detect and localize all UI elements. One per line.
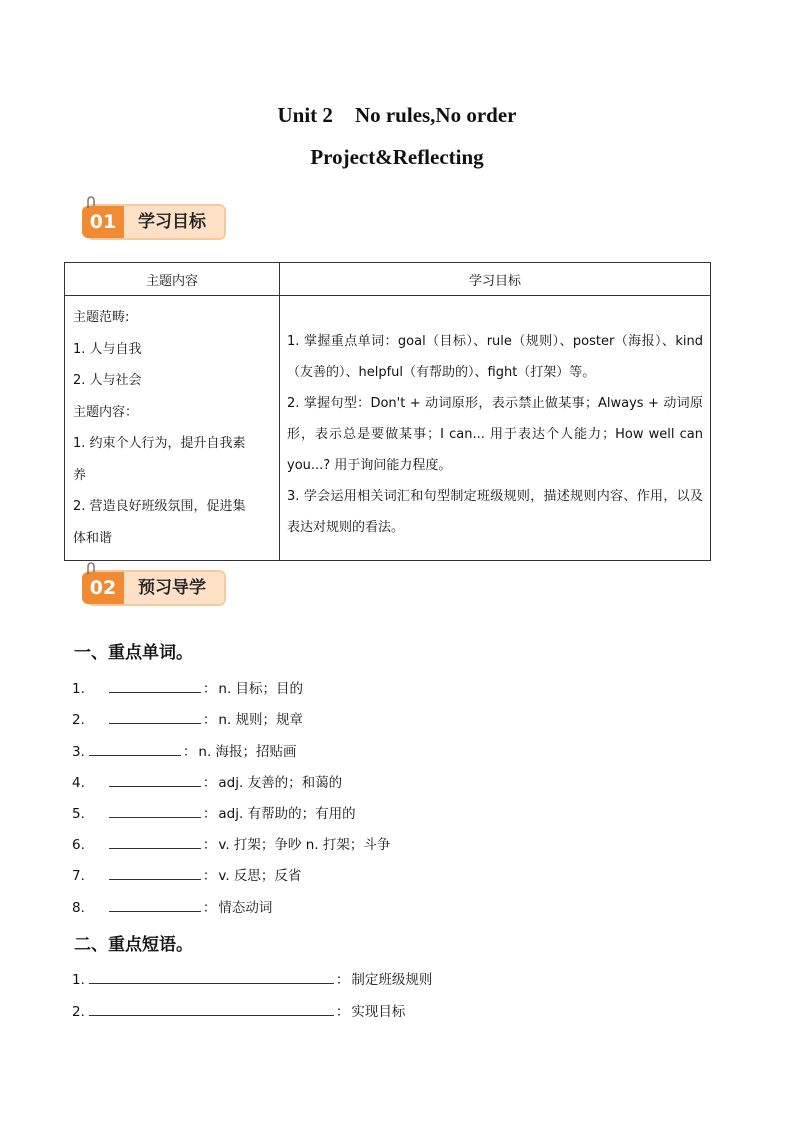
answer-blank[interactable]: [89, 1001, 334, 1016]
item-number: 4.: [72, 775, 85, 791]
item-meaning: n. 目标；目的: [218, 681, 304, 697]
answer-blank[interactable]: [89, 741, 181, 756]
item-number: 5.: [72, 806, 85, 822]
topic-line: 体和谐: [73, 530, 113, 546]
item-number: 3.: [72, 744, 85, 760]
item-number: 2.: [72, 1004, 85, 1020]
paperclip-icon: [84, 196, 98, 210]
topic-line: 养: [73, 467, 87, 483]
item-number: 7.: [72, 868, 85, 884]
goal-item: 1. 掌握重点单词：goal（目标）、rule（规则）、poster（海报）、kind（友善的）、helpful（有帮助的）、fight（打架）等。: [287, 334, 703, 380]
phrase-item: 1. ： 制定班级规则: [72, 968, 432, 988]
vocab-item: 5. ： adj. 有帮助的；有用的: [72, 802, 356, 822]
badge-label: 预习导学: [124, 572, 224, 604]
unit-title: No rules,No order: [354, 103, 517, 127]
topic-line: 2. 人与社会: [73, 373, 142, 388]
answer-blank[interactable]: [109, 834, 201, 849]
topic-line: 2. 营造良好班级氛围，促进集: [73, 499, 246, 514]
answer-blank[interactable]: [109, 772, 201, 787]
page-subtitle: Project&Reflecting: [310, 145, 484, 169]
badge-number: 02: [82, 572, 124, 604]
vocab-item: 4. ： adj. 友善的；和蔼的: [72, 771, 342, 791]
vocab-item: 3. ： n. 海报；招贴画: [72, 740, 297, 760]
item-number: 1.: [72, 972, 85, 988]
topic-line: 1. 人与自我: [73, 341, 142, 357]
item-meaning: 制定班级规则: [351, 972, 433, 988]
topic-content-cell: [65, 296, 280, 561]
item-meaning: v. 反思；反省: [218, 868, 302, 884]
phrase-item: 2. ： 实现目标: [72, 1000, 405, 1020]
goal-item: 2. 掌握句型：Don't + 动词原形，表示禁止做某事；Always + 动词原形，表示总是要做某事；I can... 用于表达个人能力；How well can you...? 用于询问能力程度。: [287, 396, 703, 473]
item-meaning: adj. 友善的；和蔼的: [218, 775, 343, 791]
answer-blank[interactable]: [109, 897, 201, 912]
paperclip-icon: [84, 562, 98, 576]
table-row: [65, 296, 711, 561]
vocab-item: 7. ： v. 反思；反省: [72, 864, 301, 884]
badge-label: 学习目标: [124, 206, 224, 238]
vocab-item: 2. ： n. 规则；规章: [72, 708, 303, 728]
answer-blank[interactable]: [109, 678, 201, 693]
vocab-item: 6. ： v. 打架；争吵 n. 打架；斗争: [72, 833, 390, 853]
topic-line: 主题内容：: [73, 404, 139, 420]
item-meaning: n. 规则；规章: [218, 712, 304, 728]
item-meaning: n. 海报；招贴画: [198, 744, 297, 760]
table-header-row: [65, 263, 711, 296]
section-badge-objectives: [82, 196, 230, 236]
badge-number: 01: [82, 206, 124, 238]
answer-blank[interactable]: [109, 865, 201, 880]
objectives-table: [64, 262, 711, 561]
answer-blank[interactable]: [109, 709, 201, 724]
section-heading-phrases: 二、重点短语。: [74, 935, 193, 955]
item-meaning: adj. 有帮助的；有用的: [218, 806, 356, 822]
unit-number: Unit 2: [277, 103, 333, 127]
item-number: 6.: [72, 837, 85, 853]
vocab-item: 8. ： 情态动词: [72, 896, 272, 916]
page-title: [0, 103, 794, 128]
table-header-topic: 主题内容: [65, 263, 280, 296]
goal-item: 3. 学会运用相关词汇和句型制定班级规则，描述规则内容、作用，以及表达对规则的看法。: [287, 489, 703, 535]
goals-cell: [280, 296, 711, 561]
answer-blank[interactable]: [109, 803, 201, 818]
item-meaning: 实现目标: [351, 1004, 406, 1020]
item-meaning: v. 打架；争吵 n. 打架；斗争: [218, 837, 391, 853]
topic-line: 1. 约束个人行为，提升自我素: [73, 436, 246, 451]
table-header-goals: 学习目标: [280, 263, 711, 296]
item-number: 2.: [72, 712, 85, 728]
item-number: 8.: [72, 900, 85, 916]
section-heading-words: 一、重点单词。: [74, 643, 193, 663]
item-meaning: 情态动词: [218, 900, 273, 916]
item-number: 1.: [72, 681, 85, 697]
topic-line: 主题范畴:: [73, 310, 130, 325]
section-badge-preview: [82, 562, 230, 602]
answer-blank[interactable]: [89, 969, 334, 984]
vocab-item: 1. ： n. 目标；目的: [72, 677, 303, 697]
